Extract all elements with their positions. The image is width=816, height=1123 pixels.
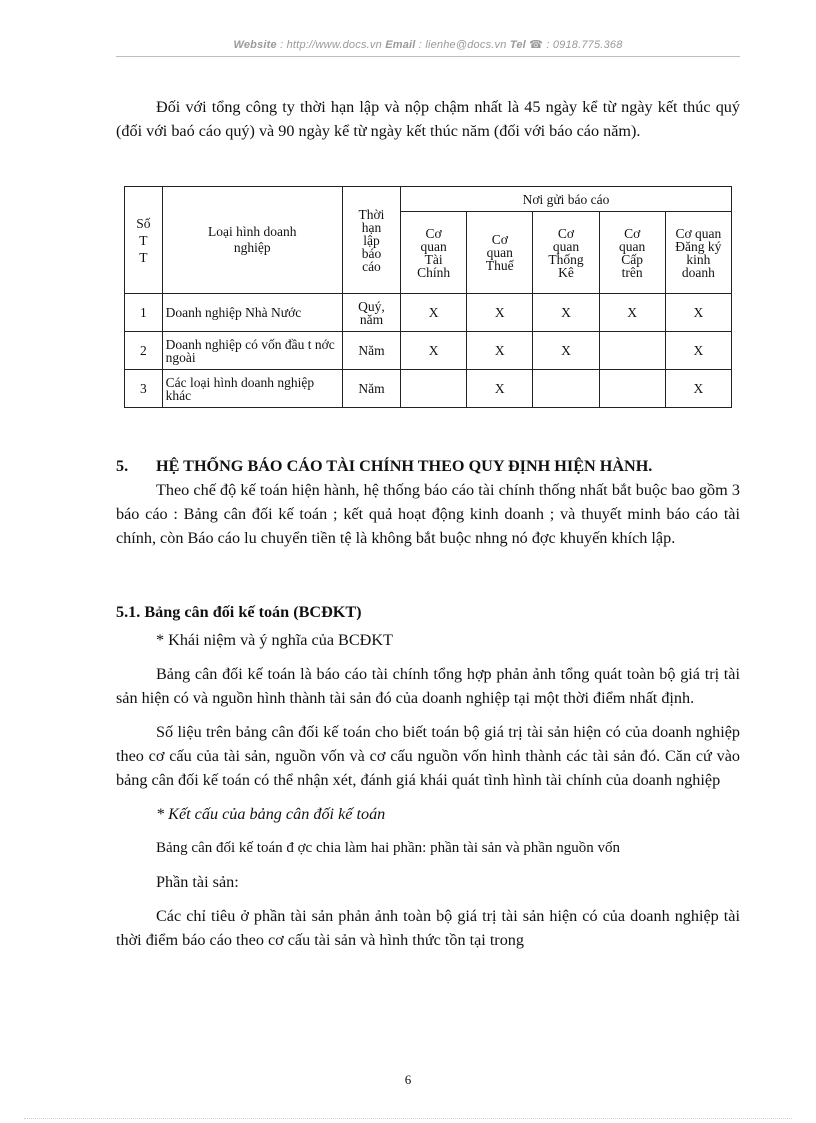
website-label: Website [233, 39, 277, 51]
email-value: : lienhe@docs.vn [415, 39, 510, 51]
col-group-header: Nơi gửi báo cáo [400, 187, 731, 212]
row-mark: X [533, 294, 599, 332]
row-mark [599, 370, 665, 408]
row-type: Doanh nghiệp có vốn đầu t nớc ngoài [162, 332, 342, 370]
recipient-registration [665, 212, 731, 294]
structure-heading: * Kết cấu của bảng cân đối kế toán [156, 805, 386, 823]
recipient-registration-label: Cơ quan Đăng ký kinh doanh [675, 225, 722, 280]
row-stt: 2 [125, 332, 163, 370]
row-mark [533, 370, 599, 408]
website-value: : http://www.docs.vn [276, 39, 386, 51]
section-5-heading [116, 454, 740, 478]
table-row [125, 294, 732, 332]
section-5-1-heading: 5.1. Bảng cân đối kế toán (BCĐKT) [116, 603, 362, 621]
row-mark: X [533, 332, 599, 370]
recipient-superior [599, 212, 665, 294]
row-deadline: Năm [342, 370, 400, 408]
recipient-finance [400, 212, 466, 294]
row-stt: 3 [125, 370, 163, 408]
col-type-label: Loại hình doanh nghiệp [208, 224, 297, 255]
table-row [125, 332, 732, 370]
paragraph-assets: Các chỉ tiêu ở phần tài sản phản ảnh toàn bộ giá trị tài sản hiện có của doanh nghiệp tài thời điểm báo cáo theo cơ cấu tài sản và hình thức tồn tại trong [116, 907, 740, 949]
col-stt-header [125, 187, 163, 294]
col-deadline-header [342, 187, 400, 294]
page-header [116, 38, 740, 51]
paragraph-figures: Số liệu trên bảng cân đối kế toán cho biết toán bộ giá trị tài sản hiện có của doanh nghiệp theo cơ cấu của tài sản, nguồn vốn và cơ cấu nguồn vốn hình thành các tài sản đó. Căn cứ vào bảng cân đối kế toán có thể nhận xét, đánh giá khái quát tình hình tài chính của doanh nghiệp [116, 723, 740, 789]
row-mark: X [467, 332, 533, 370]
row-mark: X [400, 294, 466, 332]
page-number: 6 [404, 1072, 412, 1087]
row-deadline: Quý, năm [342, 294, 400, 332]
assets-heading: Phần tài sản: [156, 873, 239, 891]
row-type: Doanh nghiệp Nhà Nước [162, 294, 342, 332]
tel-value: ☎ : 0918.775.368 [525, 39, 623, 51]
intro-paragraph: Đối với tổng công ty thời hạn lập và nộp chậm nhất là 45 ngày kể từ ngày kết thúc quý (đối với baó cáo quý) và 90 ngày kể từ ngày kết thúc năm (đối với báo cáo năm). [116, 98, 740, 140]
row-mark: X [665, 294, 731, 332]
row-stt: 1 [125, 294, 163, 332]
recipient-statistics-label: Cơ quan Thống Kê [548, 225, 584, 280]
row-deadline: Năm [342, 332, 400, 370]
section-5-paragraph: Theo chế độ kế toán hiện hành, hệ thống báo cáo tài chính thống nhất bắt buộc bao gồm 3 báo cáo : Bảng cân đối kế toán ; kết quả hoạt động kinh doanh ; và thuyết minh báo cáo tài chính, còn Báo cáo lu chuyển tiền tệ là không bắt buộc nhng nó đợc khuyến khích lập. [116, 481, 740, 547]
row-mark [400, 370, 466, 408]
paragraph-definition: Bảng cân đối kế toán là báo cáo tài chính tổng hợp phản ảnh tổng quát toàn bộ giá trị tài sản hiện có và nguồn hình thành tài sản đó của doanh nghiệp tại một thời điểm nhất định. [116, 665, 740, 707]
header-divider [116, 56, 740, 57]
section-5 [116, 454, 740, 550]
row-type: Các loại hình doanh nghiệp khác [162, 370, 342, 408]
recipient-tax-label: Cơ quan Thuế [485, 232, 514, 273]
recipient-finance-label: Cơ quan Tài Chính [417, 225, 451, 280]
col-deadline-label: Thời hạn lập báo cáo [358, 206, 385, 274]
recipient-statistics [533, 212, 599, 294]
section-5-title: HỆ THỐNG BÁO CÁO TÀI CHÍNH THEO QUY ĐỊNH HIỆN HÀNH. [156, 457, 653, 475]
row-mark: X [467, 294, 533, 332]
paragraph-parts: Bảng cân đối kế toán đ ợc chia làm hai phần: phần tài sản và phần nguồn vốn [156, 840, 621, 856]
report-deadline-table [124, 186, 732, 408]
table-row [125, 370, 732, 408]
row-mark: X [665, 332, 731, 370]
row-mark: X [665, 370, 731, 408]
intro-block [116, 95, 740, 143]
recipient-tax [467, 212, 533, 294]
recipient-superior-label: Cơ quan Cấp trên [619, 225, 646, 280]
col-stt-label: Số T T [136, 215, 151, 265]
email-label: Email [385, 39, 416, 51]
section-5-1 [116, 600, 740, 952]
tel-label: Tel [509, 39, 526, 51]
section-5-number: 5. [116, 457, 129, 475]
col-type-header [162, 187, 342, 294]
concept-heading: * Khái niệm và ý nghĩa của BCĐKT [156, 631, 393, 649]
row-mark [599, 332, 665, 370]
row-mark: X [467, 370, 533, 408]
row-mark: X [400, 332, 466, 370]
page-bottom-divider [24, 1118, 792, 1119]
row-mark: X [599, 294, 665, 332]
